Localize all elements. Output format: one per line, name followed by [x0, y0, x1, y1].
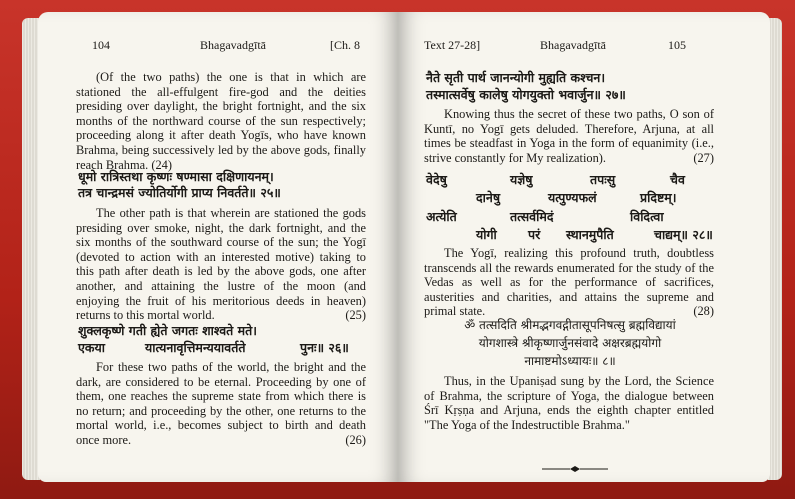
verse28-l1b: यज्ञेषु: [510, 172, 533, 187]
para-verse26-text: For these two paths of the world, the bright and the dark, are considered to be eternal. Proceeding by one of them, one reaches the supreme state from which there is no return; and proceeding by the other, one returns to the mortal world, i.e., becomes subject to birth and death once more.: [76, 360, 366, 447]
verse27-line1: नैते सृती पार्थ जानन्योगी मुह्यति कश्चन।: [426, 70, 606, 85]
right-text-ref: Text 27-28]: [424, 38, 481, 52]
verse26-number: (26): [345, 432, 366, 447]
verse25-line2: तत्र चान्द्रमसं ज्योतिर्योगी प्राप्य निवर्तते॥ २५॥: [78, 185, 281, 200]
verse28-l1d: चैव: [670, 172, 685, 187]
verse28-l1c: तपःसु: [590, 172, 616, 187]
para-verse28-text: The Yogī, realizing this profound truth, doubtless transcends all the rewards enumerated for the study of the Vedas as well as for the performance of sacrifices, austerities and charities, and attains the supreme and primal state.: [424, 246, 714, 319]
verse26-line2c: पुनः॥ २६॥: [300, 340, 349, 355]
left-page-number: 104: [92, 38, 110, 52]
para-verse27-text: Knowing thus the secret of these two paths, O son of Kuntī, no Yogī gets deluded. Therefore, Arjuna, at all times be steadfast in Yoga in the form of equanimity (i.e., strive constantly for My realization).: [424, 107, 714, 165]
verse28-l2c: प्रदिष्टम्।: [640, 190, 677, 205]
verse27-line2: तस्मात्सर्वेषु कालेषु योगयुक्तो भवार्जुन॥ २७॥: [426, 87, 626, 102]
right-para-verse27: [424, 107, 714, 165]
verse28-l3a: अत्येति: [426, 209, 457, 224]
left-chapter-ref: [Ch. 8: [330, 38, 360, 52]
right-para-verse28: [424, 246, 714, 319]
chapter-end-ornament: [540, 464, 610, 474]
verse28-l4d: चाद्यम्॥ २८॥: [654, 227, 713, 242]
right-page-number: 105: [668, 38, 686, 52]
verse25-line1: धूमो रात्रिस्तथा कृष्णः षण्मासा दक्षिणायनम्।: [78, 169, 274, 184]
left-para-verse25: [76, 206, 366, 323]
para-verse25-text: The other path is that wherein are stationed the gods presiding over smoke, night, the dark fortnight, and the six months of the southward course of the sun; the Yogī (devoted to action with an interested motive) taking to this path after death is led by the above gods, one after another, and attaining the lustre of the moon (and enjoying the fruit of his meritorious deeds in heaven) returns to this mortal world.: [76, 206, 366, 323]
verse28-l3c: विदित्वा: [630, 209, 664, 224]
verse28-number: (28): [693, 304, 714, 319]
verse26-line1: शुक्लकृष्णे गती ह्येते जगतः शाश्वते मते।: [78, 323, 257, 338]
right-closing-para: Thus, in the Upaniṣad sung by the Lord, the Science of Brahma, the scripture of Yoga, the dialogue between Śrī Kṛṣṇa and Arjuna, ends the eighth chapter entitled "The Yoga of the Indestructible Brahma.": [424, 374, 714, 432]
left-running-title: Bhagavadgītā: [200, 38, 266, 52]
left-para-verse24: (Of the two paths) the one is that in which are stationed the all-effulgent fire-god and the deities presiding over daylight, the bright fortnight, and the six months of the northward course of the sun respectively; proceeding along it after death Yogīs, who have known Brahma, being successively led by the above gods, finally reach Brahma. (24): [76, 70, 366, 172]
verse28-l3b: तत्सर्वमिदं: [510, 209, 554, 224]
verse28-l2b: यत्पुण्यफलं: [548, 190, 597, 205]
verse28-l2a: दानेषु: [476, 190, 501, 205]
verse28-l1a: वेदेषु: [426, 172, 447, 187]
verse28-l4a: योगी: [476, 227, 497, 242]
verse27-number: (27): [693, 150, 714, 165]
verse28-l4b: परं: [528, 227, 541, 242]
verse26-line2a: एकया: [78, 340, 106, 355]
colophon-line2: योगशास्त्रे श्रीकृष्णार्जुनसंवादे अक्षरब्रह्मयोगो: [478, 336, 662, 350]
verse25-number: (25): [345, 308, 366, 323]
colophon-line1: ॐ तत्सदिति श्रीमद्भगवद्गीतासूपनिषत्सु ब्रह्मविद्यायां: [464, 318, 676, 332]
right-running-title: Bhagavadgītā: [540, 38, 606, 52]
verse26-line2b: यात्यनावृत्तिमन्ययावर्तते: [145, 340, 246, 355]
verse28-l4c: स्थानमुपैति: [566, 227, 614, 242]
page-edges-right: [768, 18, 782, 480]
left-para-verse26: [76, 360, 366, 448]
colophon-line3: नामाष्टमोऽध्यायः॥ ८॥: [524, 354, 616, 368]
